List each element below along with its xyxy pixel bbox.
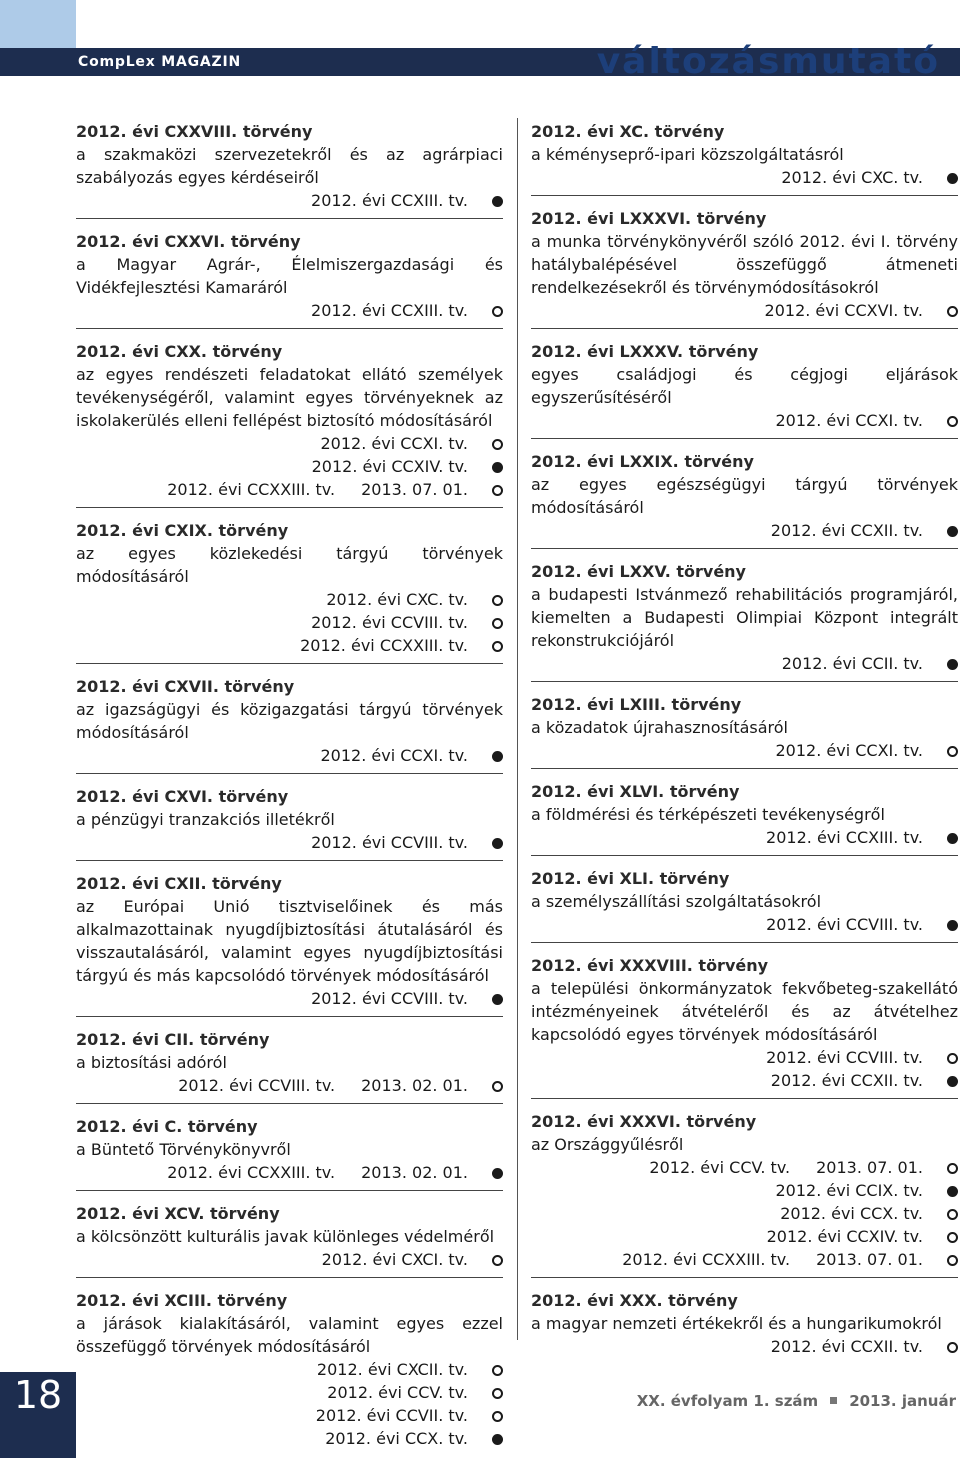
law-title: 2012. évi XXXVI. törvény — [531, 1112, 757, 1131]
amendment-ref: 2012. évi CCXVI. tv. — [764, 301, 923, 320]
amendment-line — [531, 826, 958, 849]
law-entry — [531, 120, 958, 196]
law-entry — [76, 1028, 503, 1104]
law-entry — [531, 340, 958, 439]
law-entry — [76, 120, 503, 219]
amendment-line — [76, 611, 503, 634]
law-description: a munka törvénykönyvéről szóló 2012. évi I. törvény hatálybalépésével összefüggő átmeneti rendelkezésekről és törvénymódosításokról — [531, 232, 958, 297]
amendment-line — [76, 987, 503, 1010]
amendment-ref: 2012. évi CCV. tv. — [649, 1158, 791, 1177]
open-circle-icon — [492, 641, 503, 652]
law-description: a települési önkormányzatok fekvőbeteg-szakellátó intézményeinek átvételéről és az átvételhez kapcsolódó egyes törvények módosításáról — [531, 979, 958, 1044]
filled-circle-icon — [492, 1168, 503, 1179]
left-column — [76, 120, 503, 1467]
amendment-line — [531, 299, 958, 322]
law-title: 2012. évi CXXVIII. törvény — [76, 122, 313, 141]
amendment-ref: 2012. évi CCXII. tv. — [770, 521, 923, 540]
amendment-ref: 2012. évi CXCII. tv. — [316, 1360, 468, 1379]
law-entry — [76, 230, 503, 329]
law-entry — [531, 780, 958, 856]
amendment-line — [76, 744, 503, 767]
law-title: 2012. évi XLI. törvény — [531, 869, 730, 888]
law-title: 2012. évi CXXVI. törvény — [76, 232, 301, 251]
amendment-line — [531, 1046, 958, 1069]
footer-separator — [830, 1397, 837, 1404]
law-description: a kölcsönzött kulturális javak különleges védelméről — [76, 1227, 495, 1246]
law-entry — [76, 872, 503, 1017]
amendment-ref: 2012. évi CCVIII. tv. — [311, 833, 468, 852]
filled-circle-icon — [947, 833, 958, 844]
law-entry — [531, 867, 958, 943]
amendment-ref: 2012. évi CCXIII. tv. — [311, 301, 468, 320]
page-number: 18 — [13, 1373, 63, 1417]
amendment-line — [76, 1404, 503, 1427]
effective-date: 2013. 07. 01. — [816, 1250, 923, 1269]
law-entry — [531, 693, 958, 769]
law-description: a Magyar Agrár-, Élelmiszergazdasági és Vidékfejlesztési Kamaráról — [76, 255, 503, 297]
law-title: 2012. évi CXVI. törvény — [76, 787, 289, 806]
law-title: 2012. évi XCV. törvény — [76, 1204, 280, 1223]
amendment-line — [76, 634, 503, 657]
amendment-line — [531, 1248, 958, 1271]
amendment-ref: 2012. évi CCXIII. tv. — [311, 191, 468, 210]
law-title: 2012. évi LXXIX. törvény — [531, 452, 754, 471]
law-description: a járások kialakításáról, valamint egyes ezzel összefüggő törvények módosításáról — [76, 1314, 503, 1356]
amendment-line — [76, 1381, 503, 1404]
filled-circle-icon — [947, 920, 958, 931]
open-circle-icon — [947, 1255, 958, 1266]
amendment-ref: 2012. évi CXCI. tv. — [321, 1250, 468, 1269]
amendment-ref: 2012. évi CCXXIII. tv. — [622, 1250, 791, 1269]
open-circle-icon — [947, 1232, 958, 1243]
amendment-ref: 2012. évi CCX. tv. — [325, 1429, 468, 1448]
amendment-line — [76, 588, 503, 611]
amendment-ref: 2012. évi CCIX. tv. — [775, 1181, 923, 1200]
footer-volume: XX. évfolyam 1. szám — [636, 1392, 819, 1410]
amendment-ref: 2012. évi CCVIII. tv. — [766, 915, 923, 934]
amendment-ref: 2012. évi CXC. tv. — [326, 590, 468, 609]
law-title: 2012. évi LXXXV. törvény — [531, 342, 759, 361]
law-title: 2012. évi XXX. törvény — [531, 1291, 738, 1310]
amendment-line — [531, 913, 958, 936]
amendment-ref: 2012. évi CCV. tv. — [327, 1383, 468, 1402]
filled-circle-icon — [947, 526, 958, 537]
law-description: a budapesti Istvánmező rehabilitációs programjáról, kiemelten a Budapesti Olimpiai Központ integrált rekonstrukciójáról — [531, 585, 958, 650]
law-title: 2012. évi LXIII. törvény — [531, 695, 742, 714]
amendment-ref: 2012. évi CCXII. tv. — [770, 1071, 923, 1090]
footer — [637, 1392, 956, 1410]
section-title: változásmutató — [596, 41, 940, 82]
amendment-ref: 2012. évi CCII. tv. — [781, 654, 923, 673]
amendment-line — [531, 739, 958, 762]
amendment-ref: 2012. évi CCVIII. tv. — [766, 1048, 923, 1067]
law-entry — [531, 207, 958, 329]
law-description: az igazságügyi és közigazgatási tárgyú törvények módosításáról — [76, 700, 503, 742]
amendment-line — [76, 299, 503, 322]
open-circle-icon — [492, 1255, 503, 1266]
law-description: az egyes közlekedési tárgyú törvények módosításáról — [76, 544, 503, 586]
effective-date: 2013. 02. 01. — [361, 1076, 468, 1095]
amendment-line — [76, 1427, 503, 1450]
amendment-line — [531, 166, 958, 189]
effective-date: 2013. 02. 01. — [361, 1163, 468, 1182]
amendment-line — [76, 432, 503, 455]
open-circle-icon — [492, 618, 503, 629]
amendment-ref: 2012. évi CCXI. tv. — [320, 746, 468, 765]
law-title: 2012. évi XC. törvény — [531, 122, 725, 141]
law-description: a magyar nemzeti értékekről és a hungarikumokról — [531, 1314, 942, 1333]
open-circle-icon — [947, 746, 958, 757]
footer-date: 2013. január — [849, 1392, 956, 1410]
amendment-line — [76, 1161, 503, 1184]
amendment-line — [531, 1225, 958, 1248]
right-column — [531, 120, 958, 1375]
law-title: 2012. évi LXXV. törvény — [531, 562, 746, 581]
law-title: 2012. évi CII. törvény — [76, 1030, 270, 1049]
law-description: az egyes rendészeti feladatokat ellátó személyek tevékenységéről, valamint egyes törvényeknek az iskolakerülés elleni fellépést biztosító módosításáról — [76, 365, 503, 430]
amendment-line — [531, 1335, 958, 1358]
amendment-ref: 2012. évi CCXXIII. tv. — [167, 480, 336, 499]
amendment-ref: 2012. évi CCXII. tv. — [770, 1337, 923, 1356]
open-circle-icon — [492, 1388, 503, 1399]
amendment-ref: 2012. évi CXC. tv. — [781, 168, 923, 187]
law-description: a pénzügyi tranzakciós illetékről — [76, 810, 335, 829]
amendment-ref: 2012. évi CCVII. tv. — [315, 1406, 468, 1425]
amendment-ref: 2012. évi CCXI. tv. — [320, 434, 468, 453]
law-description: a földmérési és térképészeti tevékenységről — [531, 805, 885, 824]
open-circle-icon — [947, 1053, 958, 1064]
amendment-ref: 2012. évi CCVIII. tv. — [178, 1076, 336, 1095]
filled-circle-icon — [492, 1434, 503, 1445]
amendment-line — [76, 1358, 503, 1381]
law-title: 2012. évi XXXVIII. törvény — [531, 956, 769, 975]
effective-date: 2013. 07. 01. — [816, 1158, 923, 1177]
amendment-line — [76, 1074, 503, 1097]
amendment-line — [531, 652, 958, 675]
corner-accent — [0, 0, 76, 48]
law-title: 2012. évi CXX. törvény — [76, 342, 283, 361]
open-circle-icon — [492, 1365, 503, 1376]
law-description: a Büntető Törvénykönyvről — [76, 1140, 291, 1159]
magazine-name: CompLex MAGAZIN — [78, 54, 241, 70]
open-circle-icon — [492, 1081, 503, 1092]
law-entry — [531, 560, 958, 682]
open-circle-icon — [947, 1342, 958, 1353]
amendment-line — [76, 1248, 503, 1271]
law-description: egyes családjogi és cégjogi eljárások egyszerűsítéséről — [531, 365, 958, 407]
amendment-ref: 2012. évi CCX. tv. — [780, 1204, 923, 1223]
amendment-line — [531, 1179, 958, 1202]
open-circle-icon — [947, 416, 958, 427]
law-entry — [531, 450, 958, 549]
open-circle-icon — [492, 485, 503, 496]
law-entry — [76, 675, 503, 774]
amendment-ref: 2012. évi CCVIII. tv. — [311, 613, 468, 632]
law-entry — [531, 1289, 958, 1364]
open-circle-icon — [492, 306, 503, 317]
filled-circle-icon — [947, 1076, 958, 1087]
amendment-ref: 2012. évi CCXI. tv. — [775, 411, 923, 430]
law-description: az Európai Unió tisztviselőinek és más alkalmazottainak nyugdíjbiztosítási átutalásáról és visszautalásáról, valamint egyes nyugdíjbiztosítási tárgyú és más kapcsolódó törvények módosításáról — [76, 897, 503, 985]
law-title: 2012. évi XLVI. törvény — [531, 782, 740, 801]
filled-circle-icon — [492, 751, 503, 762]
law-entry — [531, 954, 958, 1099]
amendment-ref: 2012. évi CCXIV. tv. — [311, 457, 468, 476]
law-entry — [76, 519, 503, 664]
law-entry — [76, 785, 503, 861]
law-description: a közadatok újrahasznosításáról — [531, 718, 788, 737]
law-title: 2012. évi C. törvény — [76, 1117, 258, 1136]
amendment-ref: 2012. évi CCXI. tv. — [775, 741, 923, 760]
open-circle-icon — [492, 595, 503, 606]
amendment-ref: 2012. évi CCXXIII. tv. — [167, 1163, 336, 1182]
law-description: az egyes egészségügyi tárgyú törvények módosításáról — [531, 475, 958, 517]
open-circle-icon — [492, 439, 503, 450]
law-title: 2012. évi LXXXVI. törvény — [531, 209, 767, 228]
amendment-line — [531, 1069, 958, 1092]
law-description: a kéményseprő-ipari közszolgáltatásról — [531, 145, 844, 164]
amendment-line — [531, 1156, 958, 1179]
amendment-ref: 2012. évi CCXIV. tv. — [766, 1227, 923, 1246]
law-description: a személyszállítási szolgáltatásokról — [531, 892, 822, 911]
open-circle-icon — [947, 306, 958, 317]
open-circle-icon — [947, 1163, 958, 1174]
effective-date: 2013. 07. 01. — [361, 480, 468, 499]
law-title: 2012. évi XCIII. törvény — [76, 1291, 288, 1310]
filled-circle-icon — [492, 838, 503, 849]
amendment-line — [531, 1202, 958, 1225]
amendment-line — [76, 455, 503, 478]
filled-circle-icon — [947, 659, 958, 670]
column-divider — [517, 118, 518, 1340]
amendment-ref: 2012. évi CCVIII. tv. — [311, 989, 468, 1008]
open-circle-icon — [947, 1209, 958, 1220]
law-description: a szakmaközi szervezetekről és az agrárpiaci szabályozás egyes kérdéseiről — [76, 145, 503, 187]
law-description: az Országgyűlésről — [531, 1135, 684, 1154]
law-entry — [76, 1115, 503, 1191]
filled-circle-icon — [947, 173, 958, 184]
law-entry — [76, 1289, 503, 1456]
amendment-line — [76, 189, 503, 212]
filled-circle-icon — [492, 994, 503, 1005]
filled-circle-icon — [947, 1186, 958, 1197]
law-entry — [76, 1202, 503, 1278]
law-entry — [76, 340, 503, 508]
filled-circle-icon — [492, 462, 503, 473]
law-description: a biztosítási adóról — [76, 1053, 227, 1072]
amendment-line — [531, 409, 958, 432]
amendment-line — [531, 519, 958, 542]
law-title: 2012. évi CXIX. törvény — [76, 521, 289, 540]
open-circle-icon — [492, 1411, 503, 1422]
filled-circle-icon — [492, 196, 503, 207]
amendment-ref: 2012. évi CCXIII. tv. — [766, 828, 923, 847]
amendment-ref: 2012. évi CCXXIII. tv. — [300, 636, 468, 655]
law-title: 2012. évi CXII. törvény — [76, 874, 282, 893]
law-entry — [531, 1110, 958, 1278]
amendment-line — [76, 478, 503, 501]
law-title: 2012. évi CXVII. törvény — [76, 677, 295, 696]
amendment-line — [76, 831, 503, 854]
